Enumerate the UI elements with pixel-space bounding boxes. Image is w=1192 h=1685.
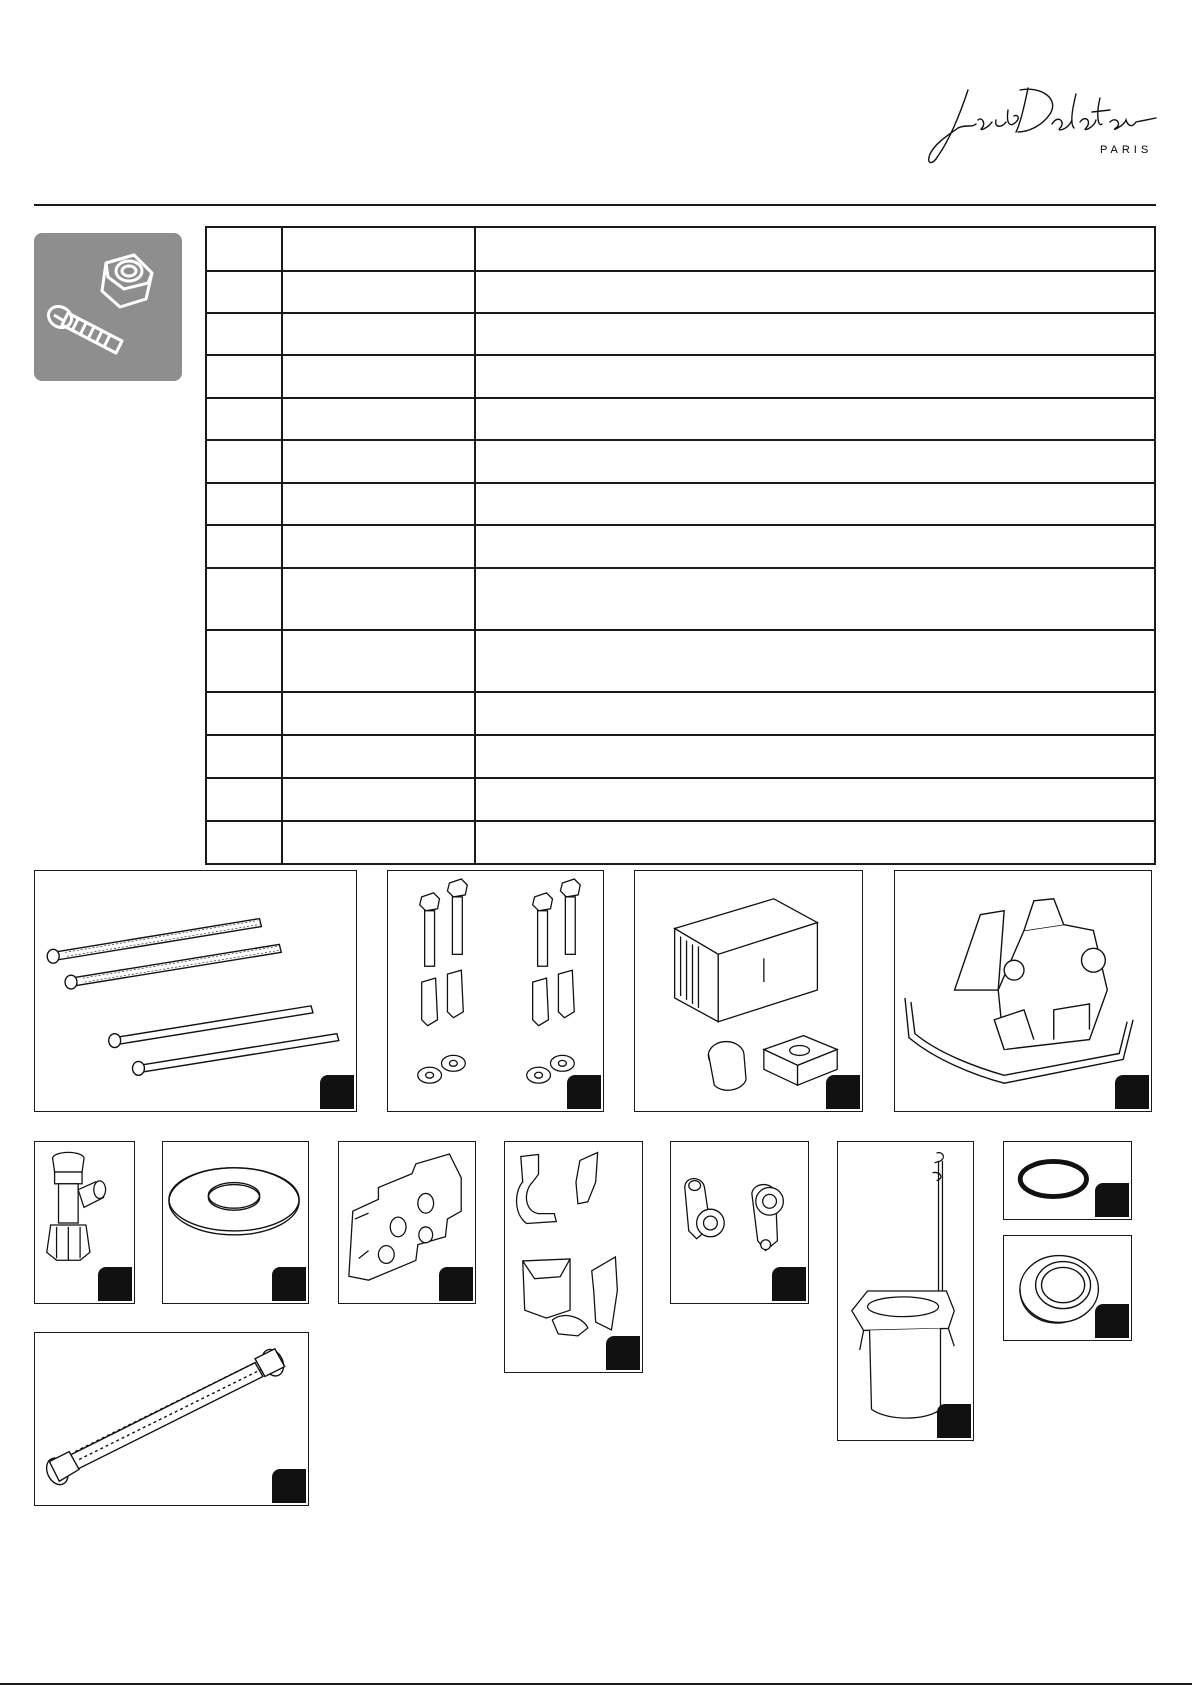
- table-row: [206, 821, 1155, 864]
- table-row: [206, 525, 1155, 568]
- figure-o-ring: [1003, 1141, 1132, 1220]
- table-row: [206, 313, 1155, 355]
- figure-support-frame: [894, 870, 1152, 1112]
- hardware-icon: [34, 233, 182, 381]
- brand-logo: [920, 84, 1160, 174]
- table-row: [206, 778, 1155, 821]
- parts-table: [205, 226, 1156, 865]
- table-row: [206, 227, 1155, 271]
- figure-tag: [272, 1267, 306, 1301]
- figure-flex-hose: [34, 1332, 309, 1506]
- figure-tag: [1095, 1304, 1129, 1338]
- hose-icon: [35, 1333, 308, 1505]
- figure-mounting-plate: [338, 1141, 476, 1304]
- header-divider: [34, 204, 1156, 206]
- float-icon: [838, 1142, 973, 1440]
- table-row: [206, 735, 1155, 778]
- figure-brackets: [504, 1141, 643, 1373]
- table-row: [206, 568, 1155, 630]
- frame-icon: [895, 871, 1151, 1111]
- figure-flat-gasket: [162, 1141, 309, 1304]
- threaded-rods-icon: [35, 871, 356, 1111]
- figure-tag: [98, 1267, 132, 1301]
- table-row: [206, 355, 1155, 398]
- figure-clamps: [670, 1141, 809, 1304]
- battery-box-icon: [635, 871, 862, 1111]
- figure-bolts-and-anchors: [387, 870, 604, 1112]
- figure-threaded-nut: [1003, 1235, 1132, 1341]
- figure-float-assembly: [837, 1141, 974, 1441]
- table-row: [206, 483, 1155, 525]
- figure-tag: [439, 1267, 473, 1301]
- table-row: [206, 692, 1155, 735]
- figure-tag: [567, 1075, 601, 1109]
- table-row: [206, 630, 1155, 692]
- figure-tag: [826, 1075, 860, 1109]
- figure-tag: [1115, 1075, 1149, 1109]
- figure-tag: [272, 1469, 306, 1503]
- brand-city: PARIS: [1100, 144, 1153, 156]
- figure-battery-box: [634, 870, 863, 1112]
- figure-tag: [772, 1267, 806, 1301]
- figure-tag: [937, 1404, 971, 1438]
- figure-tag: [606, 1336, 640, 1370]
- figure-tag: [320, 1075, 354, 1109]
- figure-valve: [34, 1141, 135, 1304]
- table-row: [206, 398, 1155, 440]
- table-row: [206, 271, 1155, 313]
- table-row: [206, 440, 1155, 483]
- figure-long-rods: [34, 870, 357, 1112]
- figure-tag: [1095, 1183, 1129, 1217]
